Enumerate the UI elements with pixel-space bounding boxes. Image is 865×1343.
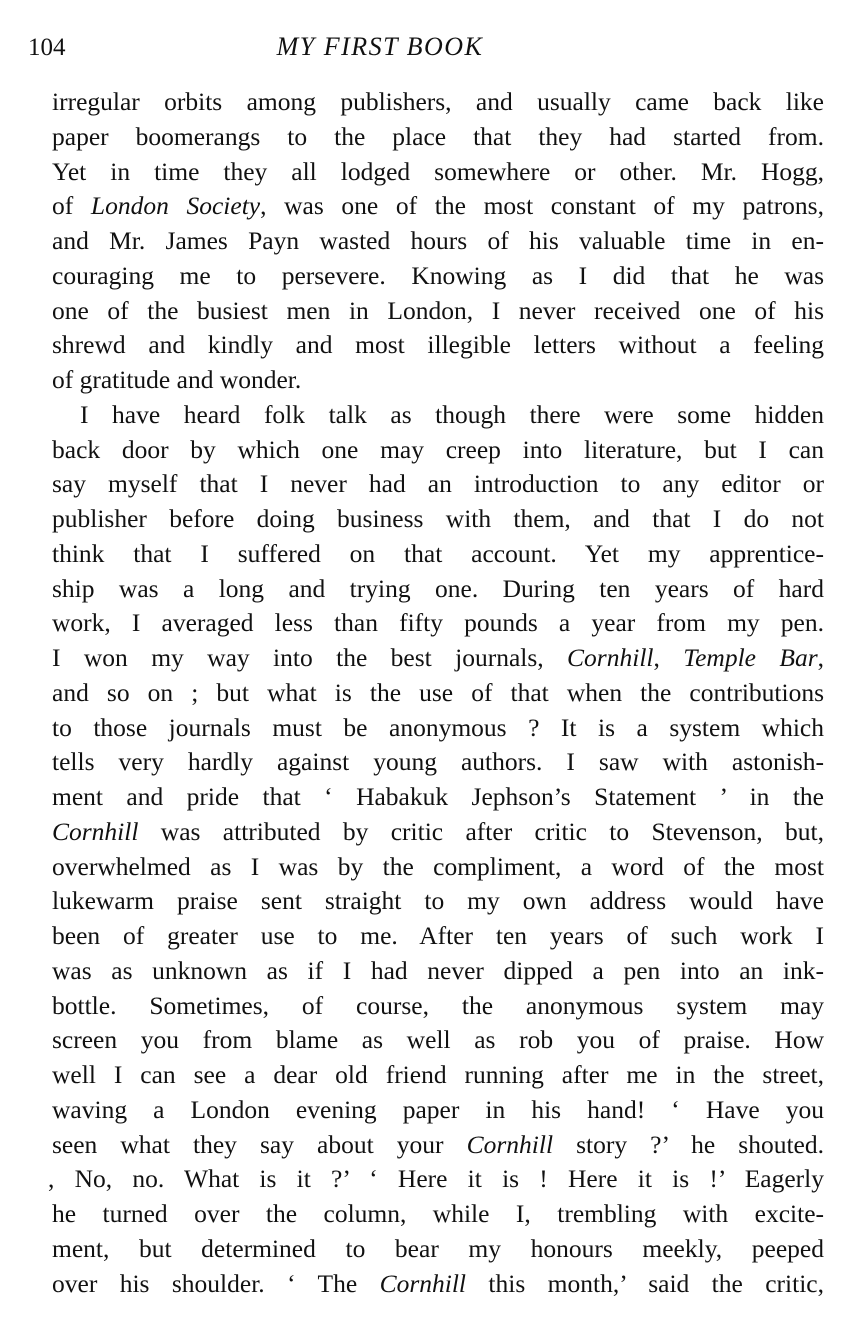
text-segment: tells very hardly against young authors. I saw with astonish- <box>52 747 824 777</box>
text-segment: of gratitude and wonder. <box>52 365 302 394</box>
text-line <box>52 711 824 746</box>
text-line <box>52 120 824 155</box>
text-line <box>52 1058 824 1093</box>
text-segment: one of the busiest men in London, I never received one of his <box>52 295 824 325</box>
text-line <box>52 502 824 537</box>
text-segment: waving a London evening paper in his hand! ‘ Have you <box>52 1094 824 1124</box>
text-line <box>52 259 824 294</box>
text-line <box>52 1232 824 1267</box>
text-line <box>52 1093 824 1128</box>
text-line <box>52 467 824 502</box>
text-line <box>52 780 824 815</box>
text-segment: irregular orbits among publishers, and usually came back like <box>52 87 824 116</box>
text-line <box>52 641 824 676</box>
text-line <box>52 815 824 850</box>
text-segment: paper boomerangs to the place that they had started from. <box>52 121 824 151</box>
text-line <box>52 328 824 363</box>
italic-title: Cornhill <box>466 1129 554 1159</box>
text-line <box>52 363 824 398</box>
text-segment: work, I averaged less than fifty pounds a year from my pen. <box>52 608 824 638</box>
text-segment: this month,’ said the critic, <box>466 1268 824 1298</box>
text-segment: was attributed by critic after critic to Stevenson, but, <box>138 816 824 846</box>
text-segment: think that I suffered on that account. Yet my apprentice- <box>52 538 824 568</box>
text-segment: of <box>52 191 91 221</box>
body-text <box>48 85 825 1301</box>
text-line <box>52 676 824 711</box>
text-line <box>52 189 824 224</box>
text-line <box>52 572 824 607</box>
text-segment: screen you from blame as well as rob you of praise. How <box>52 1025 824 1055</box>
text-segment: , <box>817 643 825 672</box>
text-segment: couraging me to persevere. Knowing as I did that he was <box>52 260 824 290</box>
text-segment: , was one of the most constant of my patrons, <box>260 191 824 221</box>
text-segment: , No, no. What is it ?’ ‘ Here it is ! Here it is !’ Eagerly <box>48 1164 824 1194</box>
text-segment: story ?’ he shouted. <box>553 1129 824 1159</box>
text-line <box>52 919 824 954</box>
italic-title: Cornhill <box>379 1268 466 1298</box>
text-line <box>52 954 824 989</box>
text-line <box>52 850 824 885</box>
text-segment: and Mr. James Payn wasted hours of his valuable time in en- <box>52 226 824 255</box>
text-line <box>48 1162 824 1197</box>
text-line <box>52 884 824 919</box>
text-segment: Yet in time they all lodged somewhere or other. Mr. Hogg, <box>52 156 824 186</box>
text-segment: ment and pride that ‘ Habakuk Jephson’s Statement ’ in the <box>52 782 824 811</box>
text-line <box>52 1128 824 1163</box>
text-segment: , <box>653 643 684 672</box>
text-segment: shrewd and kindly and most illegible letters without a feeling <box>52 330 824 360</box>
text-segment: and so on ; but what is the use of that when the contributions <box>52 677 824 707</box>
running-title: MY FIRST BOOK <box>276 32 484 61</box>
text-segment: publisher before doing business with them, and that I do not <box>52 504 824 533</box>
text-segment: overwhelmed as I was by the compliment, a word of the most <box>52 851 824 881</box>
text-line <box>52 433 824 468</box>
italic-title: Cornhill <box>567 643 654 672</box>
text-line <box>52 85 824 120</box>
page-number: 104 <box>28 34 66 61</box>
italic-title: Cornhill <box>52 816 139 846</box>
text-segment: been of greater use to me. After ten years of such work I <box>52 921 824 950</box>
text-segment: was as unknown as if I had never dipped a pen into an ink- <box>52 955 824 985</box>
text-segment: ship was a long and trying one. During ten years of hard <box>52 573 824 603</box>
text-segment: he turned over the column, while I, trembling with excite- <box>52 1199 824 1228</box>
text-line <box>52 155 824 190</box>
text-line <box>52 294 824 329</box>
paragraph-start-line <box>52 398 824 433</box>
running-head <box>0 30 865 70</box>
text-segment: well I can see a dear old friend running after me in the street, <box>52 1060 824 1089</box>
text-line <box>52 1023 824 1058</box>
text-line <box>52 745 824 780</box>
text-segment: bottle. Sometimes, of course, the anonymous system may <box>52 990 824 1020</box>
text-line <box>52 606 824 641</box>
text-line <box>52 224 824 259</box>
text-segment: seen what they say about your <box>52 1129 467 1159</box>
text-segment: I have heard folk talk as though there were some hidden <box>80 399 824 429</box>
text-line <box>52 537 824 572</box>
text-segment: over his shoulder. ‘ The <box>52 1268 380 1298</box>
text-segment: back door by which one may creep into literature, but I can <box>52 434 824 464</box>
text-line <box>52 989 824 1024</box>
text-line <box>52 1197 824 1232</box>
text-segment: I won my way into the best journals, <box>52 643 568 672</box>
text-segment: ment, but determined to bear my honours meekly, peeped <box>52 1233 824 1263</box>
italic-title: Temple Bar <box>683 643 818 672</box>
italic-title: London Society <box>90 191 261 221</box>
text-segment: say myself that I never had an introduction to any editor or <box>52 469 824 499</box>
text-line <box>52 1267 824 1302</box>
text-segment: to those journals must be anonymous ? It is a system which <box>52 712 824 742</box>
text-segment: lukewarm praise sent straight to my own address would have <box>52 886 824 916</box>
